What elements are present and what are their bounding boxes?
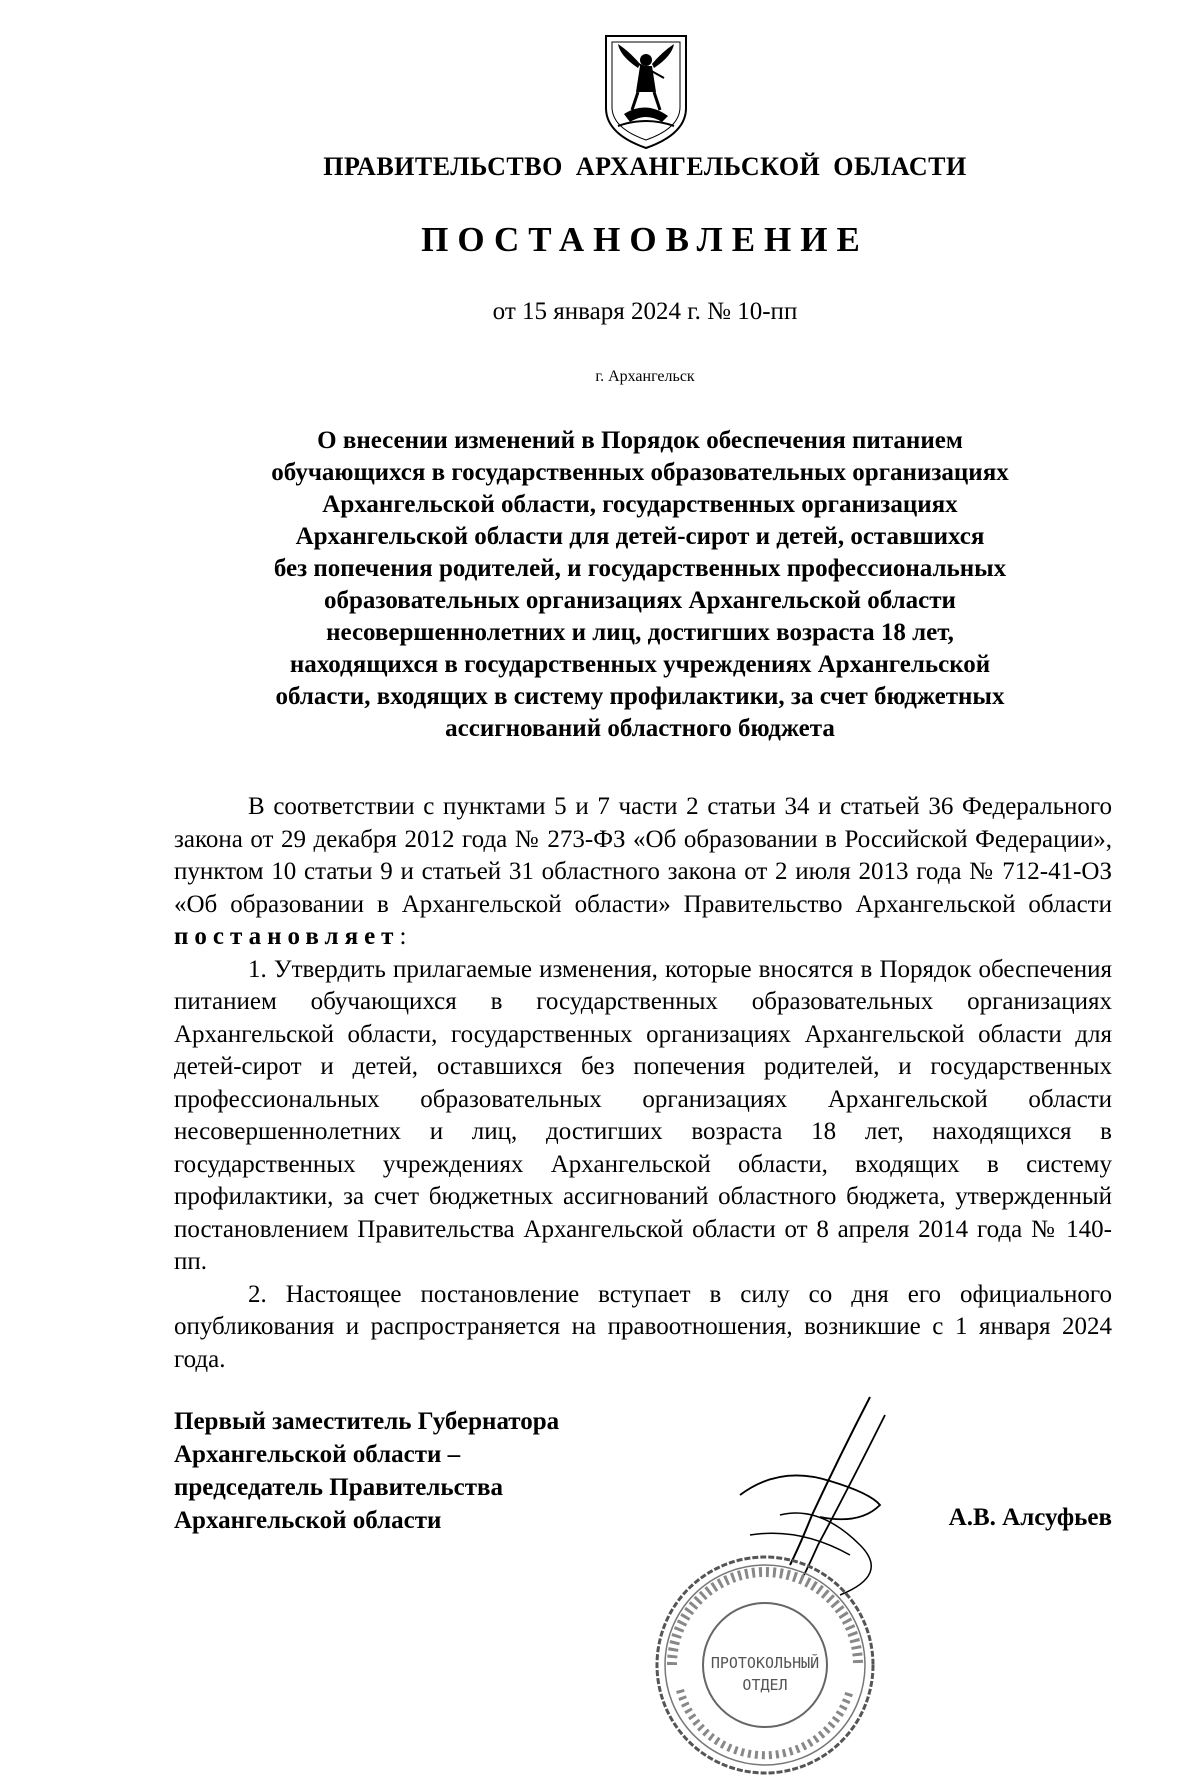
- document-subject: О внесении изменений в Порядок обеспечения питанием обучающихся в государственных образовательных организациях Архангельской области, государственных организациях Архангельской области для детей-сирот и детей, оставшихся без попечения родителей, и государственных профессиональных образовательных организациях Архангельской области несовершеннолетних и лиц, достигших возраста 18 лет, находящихся в государственных учреждениях Архангельской области, входящих в систему профилактики, за счет бюджетных ассигнований областного бюджета: [271, 427, 1009, 742]
- signer-name: А.В. Алсуфьев: [948, 1504, 1112, 1531]
- preamble-text: В соответствии с пунктами 5 и 7 части 2 статьи 34 и статьей 36 Федерального закона от 29 декабря 2012 года № 273-ФЗ «Об образовании в Российской Федерации», пунктом 10 статьи 9 и статьей 31 областного закона от 2 июля 2013 года № 712-41-ОЗ «Об образовании в Архангельской области» Правительство Архангельской области: [174, 793, 1112, 918]
- official-stamp: [650, 1550, 880, 1780]
- decree-colon: :: [399, 923, 407, 950]
- item-1-paragraph: 1. Утвердить прилагаемые изменения, которые вносятся в Порядок обеспечения питанием обучающихся в государственных образовательных организациях Архангельской области, государственных организациях Архангельской области для детей-сирот и детей, оставшихся без попечения родителей, и государственных профессиональных образовательных организациях Архангельской области несовершеннолетних и лиц, достигших возраста 18 лет, находящихся в государственных учреждениях Архангельской области, входящих в систему профилактики, за счет бюджетных ассигнований областного бюджета, утвержденный постановлением Правительства Архангельской области от 8 апреля 2014 года № 140-пп.: [174, 955, 1112, 1275]
- document-body: [174, 791, 1112, 1376]
- coat-of-arms-icon: [598, 30, 694, 152]
- signer-position: Первый заместитель Губернатора Архангельской области – председатель Правительства Архангельской области: [174, 1408, 560, 1534]
- document-type-title: ПОСТАНОВЛЕНИЕ: [421, 220, 869, 259]
- organization-title: ПРАВИТЕЛЬСТВО АРХАНГЕЛЬСКОЙ ОБЛАСТИ: [323, 152, 967, 181]
- document-date-number: от 15 января 2024 г. № 10-пп: [492, 298, 798, 325]
- stamp-text-line1: ПРОТОКОЛЬНЫЙ: [710, 1654, 820, 1672]
- stamp-text-line2: ОТДЕЛ: [742, 1676, 788, 1694]
- decree-word: постановляет: [174, 923, 400, 950]
- preamble-paragraph: [174, 791, 1112, 954]
- document-city: г. Архангельск: [595, 368, 695, 385]
- item-2-paragraph: 2. Настоящее постановление вступает в силу со дня его официального опубликования и распространяется на правоотношения, возникшие с 1 января 2024 года.: [174, 1280, 1112, 1373]
